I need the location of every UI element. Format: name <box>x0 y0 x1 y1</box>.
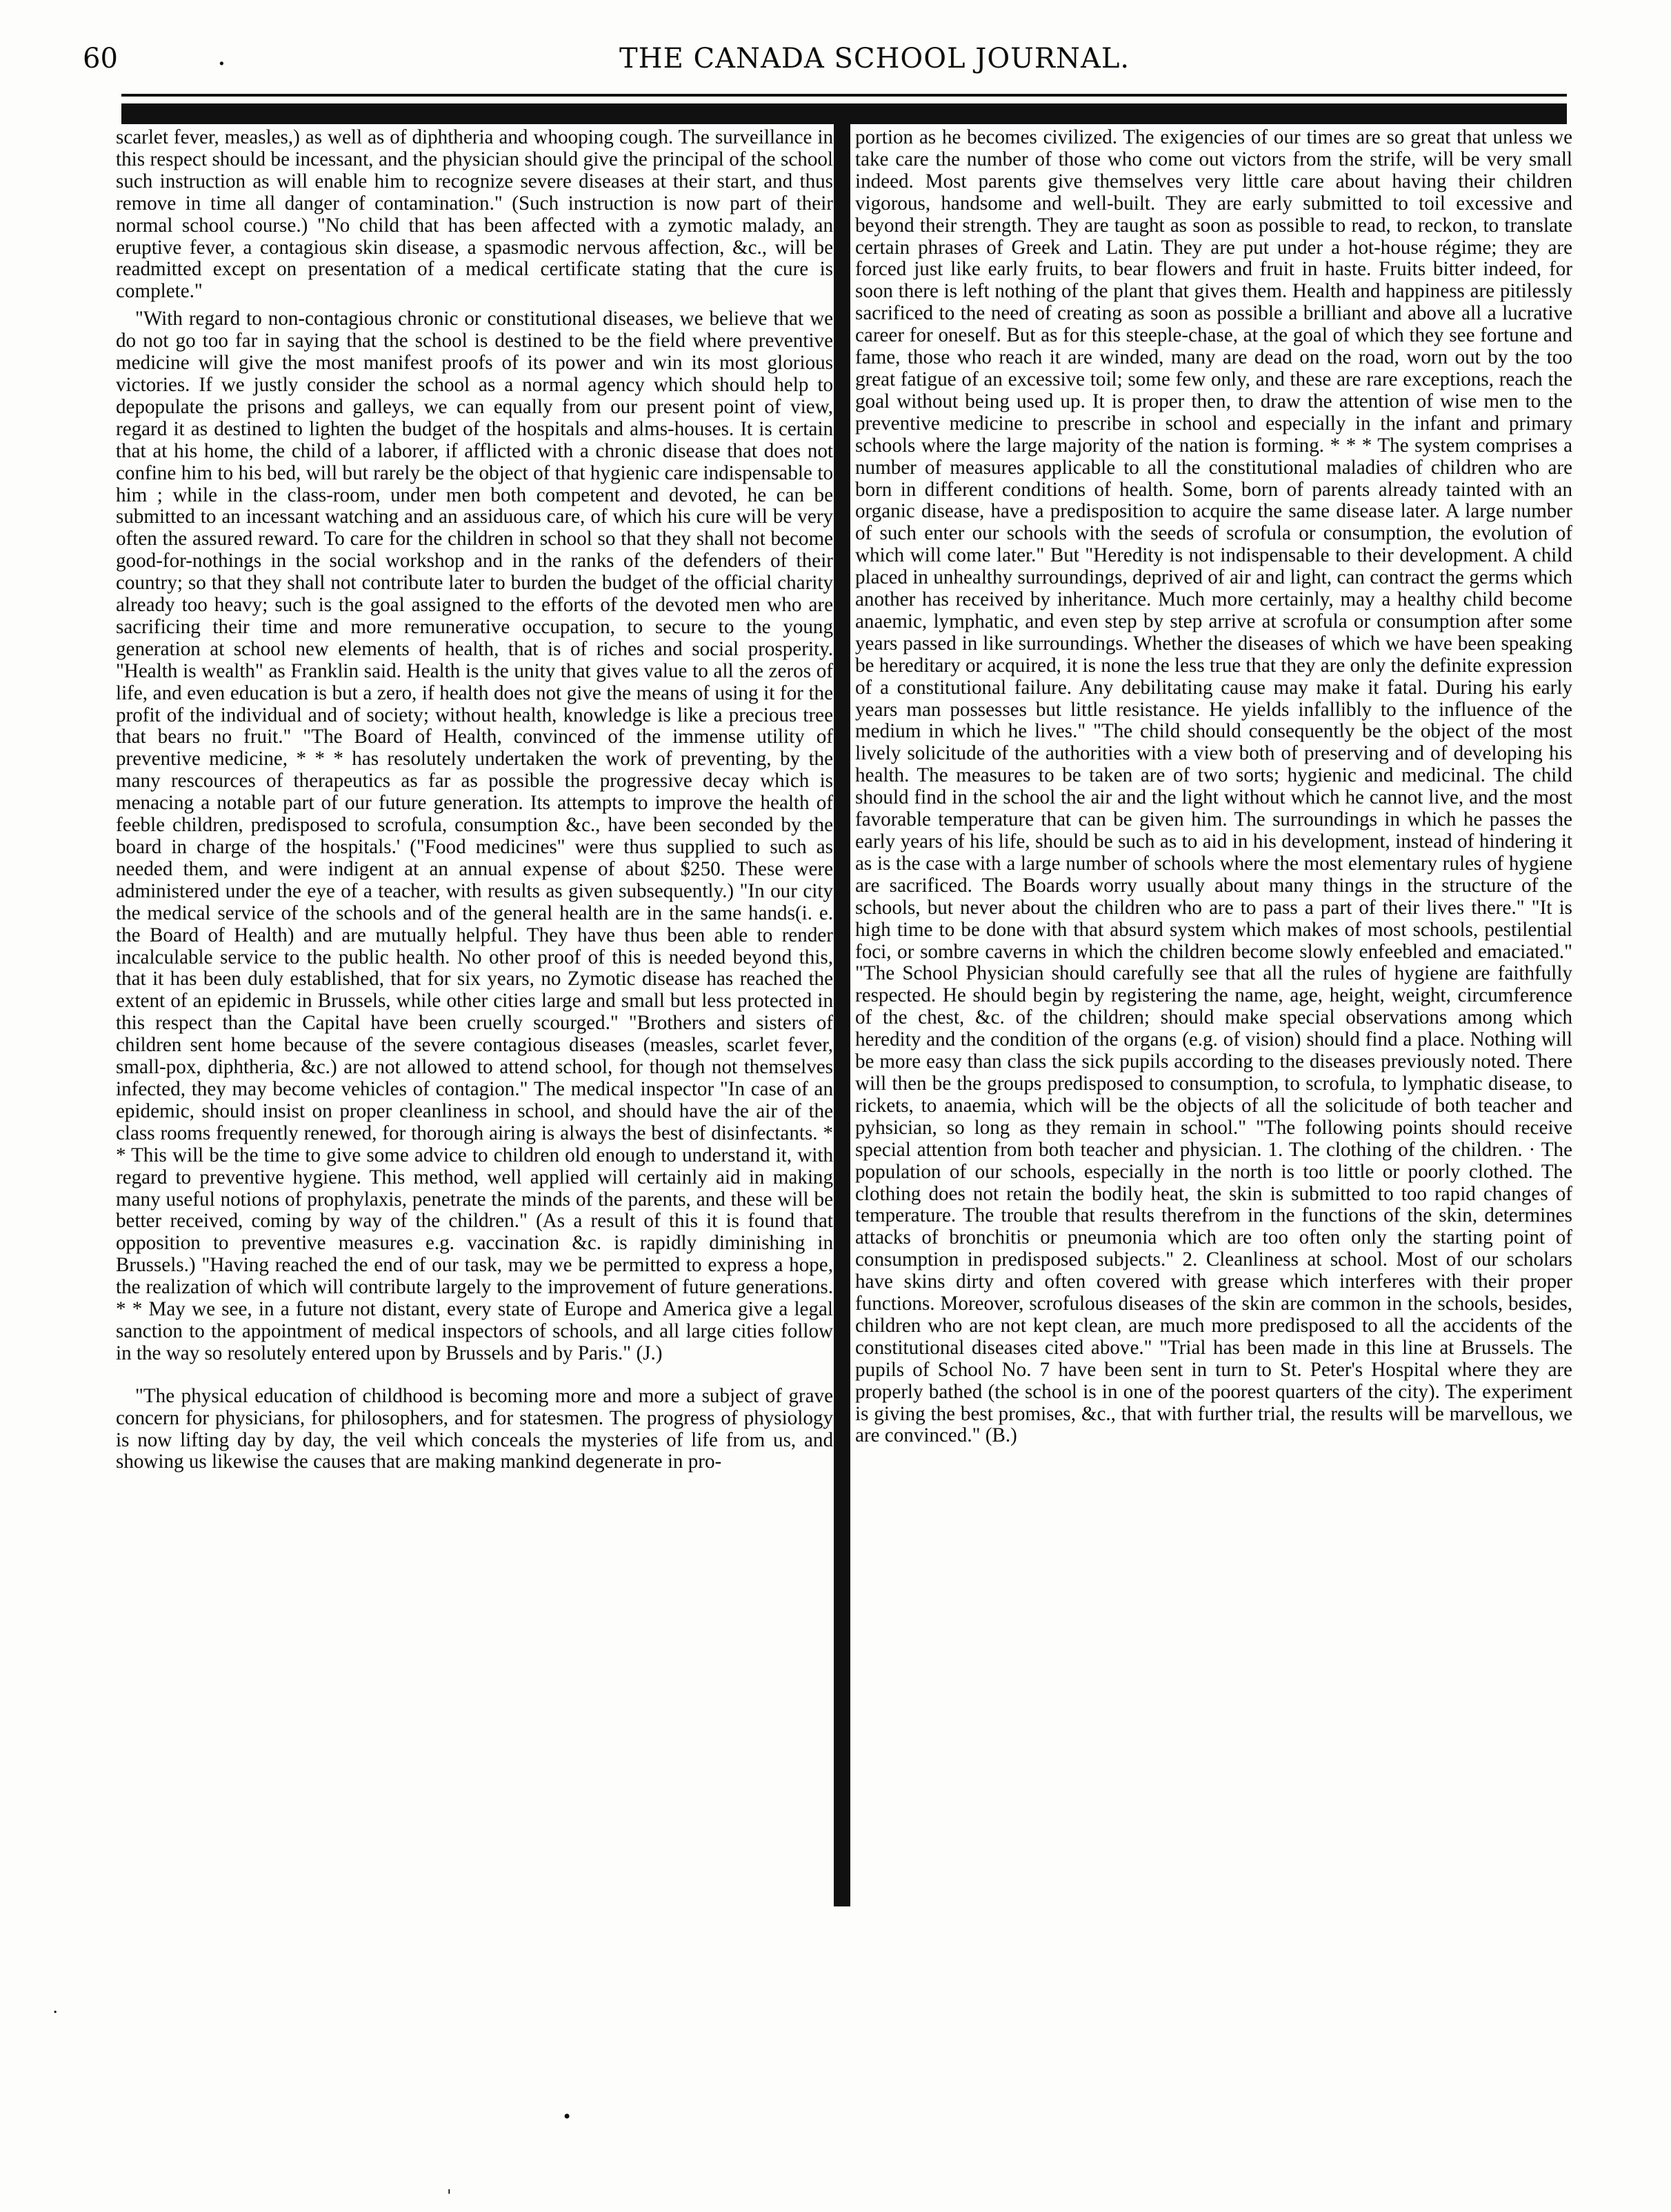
header-rule <box>121 103 1567 124</box>
left-column <box>116 127 833 1906</box>
paragraph: "The physical education of childhood is becoming more and more a subject of grave concern for physicians, for philosophers, and for statesmen. The progress of physiology is now lifting day by day, the veil which conceals the mysteries of life from us, and showing us likewise the causes that are making mankind degenerate in pro- <box>116 1384 833 1473</box>
column-divider <box>834 123 850 1906</box>
running-title: THE CANADA SCHOOL JOURNAL. <box>619 43 1130 74</box>
bottom-tick: ' <box>447 2186 452 2206</box>
paragraph: portion as he becomes civilized. The exigencies of our times are so great that unless we take care the number of those who come out victors from the strife, will be very small indeed. Most parents give themselves very little care about having their children vigorous, handsome and well-built. They are early submitted to toil excessive and beyond their strength. They are taught as soon as possible to read, to reckon, to translate certain phrases of Greek and Latin. They are put under a hot-house régime; they are forced just like early fruits, to bear flowers and fruit in haste. Fruits bitter indeed, for soon there is left nothing of the plant that gives them. Health and happiness are pitilessly sacrificed to the need of creating as soon as possible a brilliant and above all a lucrative career for oneself. But as for this steeple-chase, at the goal of which they see fortune and fame, those who reach it are winded, many are dead on the road, worn out by the too great fatigue of an excessive toil; some few only, and these are rare exceptions, reach the goal without being used up. It is proper then, to draw the attention of wise men to the preventive medicine to prescribe in school and especially in the infant and primary schools where the large majority of the nation is forming. * * * The system comprises a number of measures applicable to all the constitutional maladies of children who are born in different conditions of health. Some, born of parents already tainted with an organic disease, have a predisposition to acquire the same disease later. A large number of such enter our schools with the seeds of scrofula or consumption, the evolution of which will come later." But "Heredity is not indispensable to their development. A child placed in unhealthy surroundings, deprived of air and light, can contract the germs which another has received by inheritance. Much more certainly, may a healthy child become anaemic, lymphatic, and even step by step arrive at scrofula or consumption after some years passed in like surroundings. Whether the diseases of which we have been speaking be hereditary or acquired, it is none the less true that they are only the definite expression of a constitutional failure. Any debilitating cause may make it fatal. During his early years man possesses but little resistance. He yields infallibly to the influence of the medium in which he lives." "The child should consequently be the object of the most lively solicitude of the authorities with a view both of preserving and of developing his health. The measures to be taken are of two sorts; hygienic and medicinal. The child should find in the school the air and the light without which he cannot live, and the most favorable temperature that can be given him. The surroundings in which he passes the early years of his life, should be such as to aid in his development, instead of hindering it as is the case with a large number of schools where the most elementary rules of hygiene are sacrificed. The Boards worry usually about many things in the structure of the schools, but never about the children who are to pass a part of their lives there." "It is high time to be done with that absurd system which makes of most schools, pestilential foci, or sombre caverns in which the children become slowly enfeebled and emaciated." "The School Physician should carefully see that all the rules of hygiene are faithfully respected. He should begin by registering the name, age, height, weight, circumference of the chest, &c. of the children; should make special observations among which heredity and the condition of the organs (e.g. of vision) should find a place. Nothing will be more easy than class the sick pupils according to the diseases previously noted. There will then be the groups predisposed to consumption, to scrofula, to lymphatic disease, to rickets, to anaemia, which will be the objects of all the solicitude of both teacher and pyhsician, so long as they remain in school." "The following points should receive special attention from both teacher and physician. 1. The clothing of the children. · The population of our schools, especially in the north is too little or poorly clothed. The clothing does not retain the bodily heat, the skin is submitted to too rapid changes of temperature. The trouble that results therefrom in the functions of the skin, determines attacks of bronchitis or pneumonia which are too often only the starting point of consumption in predisposed subjects." 2. Cleanliness at school. Most of our scholars have skins dirty and often covered with grease which interferes with their proper functions. Moreover, scrofulous diseases of the skin are common in the schools, besides, children who are not kept clean, are much more predisposed to all the accidents of the constitutional diseases cited above." "Trial has been made in this line at Brussels. The pupils of School No. 7 have been sent in turn to St. Peter's Hospital where they are properly bathed (the school is in one of the poorest quarters of the city). The experiment is giving the best promises, &c., that with further trial, the results will be marvellous, we are convinced." (B.) <box>855 127 1572 1447</box>
page-number: 60 <box>83 43 118 74</box>
header-rule-thin <box>121 94 1567 97</box>
bottom-mark: • <box>562 2107 572 2126</box>
right-column <box>855 127 1572 1906</box>
paragraph: scarlet fever, measles,) as well as of diphtheria and whooping cough. The surveillance in this respect should be incessant, and the physician should give the principal of the school such instruction as will enable him to recognize severe diseases at their start, and thus remove in time all danger of contamination." (Such instruction is now part of their normal school course.) "No child that has been affected with a zymotic malady, an eruptive fever, a contagious skin disease, a spasmodic nervous affection, &c., will be readmitted except on presentation of a medical certificate stating that the cure is complete." <box>116 127 833 303</box>
header-separator: . <box>217 40 226 72</box>
margin-mark: . <box>52 1997 59 2017</box>
paragraph: "With regard to non-contagious chronic or constitutional diseases, we believe that we do not go too far in saying that the school is destined to be the field where preventive medicine will give the most manifest proofs of its power and win its most glorious victories. If we justly consider the school as a normal agency which should help to depopulate the prisons and galleys, we can equally from our present point of view, regard it as destined to lighten the budget of the hospitals and alms-houses. It is certain that at his home, the child of a laborer, if afflicted with a chronic disease that does not confine him to his bed, will but rarely be the object of that hygienic care indispensable to him ; while in the class-room, under men both competent and devoted, he can be submitted to an incessant watching and an assiduous care, of which his cure will be very often the assured reward. To care for the children in school so that they shall not become good-for-nothings in the social workshop and in the ranks of the defenders of their country; so that they shall not contribute later to burden the budget of the official charity already too heavy; such is the goal assigned to the efforts of the devoted men who are sacrificing their time and more remunerative occupation, to secure to the young generation at school new elements of health, that is of riches and social prosperity. "Health is wealth" as Franklin said. Health is the unity that gives value to all the zeros of life, and even education is but a zero, if health does not give the means of using it for the profit of the individual and of society; without health, knowledge is like a precious tree that bears no fruit." "The Board of Health, convinced of the immense utility of preventive medicine, * * * has resolutely undertaken the work of preventing, by the many rescources of therapeutics as far as possible the progressive decay which is menacing a notable part of our future generation. Its attempts to improve the health of feeble children, predisposed to scrofula, consumption &c., have been seconded by the board in charge of the hospitals.' ("Food medicines" were thus supplied to such as needed them, and were indigent at an annual expense of about $250. These were administered under the eye of a teacher, with results as given subsequently.) "In our city the medical service of the schools and of the general health are in the same hands(i. e. the Board of Health) and are mutually helpful. They have thus been able to render incalculable service to the public health. No other proof of this is needed beyond this, that it has been duly established, that for six years, no Zymotic disease has reached the extent of an epidemic in Brussels, while other cities large and small but less protected in this respect than the Capital have been cruelly scourged." "Brothers and sisters of children sent home because of the severe contagious diseases (measles, scarlet fever, small-pox, diphtheria, &c.) are not allowed to attend school, for though not themselves infected, they may become vehicles of contagion." The medical inspector "In case of an epidemic, should insist on proper cleanliness in school, and should have the air of the class rooms frequently renewed, for thorough airing is always the best of disinfectants. * * This will be the time to give some advice to children old enough to understand it, with regard to preventive hygiene. This method, well applied will certainly aid in making many useful notions of prophylaxis, penetrate the minds of the parents, and these will be better received, coming by way of the children." (As a result of this it is found that opposition to preventive measures e.g. vaccination &c. is rapidly diminishing in Brussels.) "Having reached the end of our task, may we be permitted to express a hope, the realization of which will contribute largely to the improvement of future generations. * * May we see, in a future not distant, every state of Europe and America give a legal sanction to the appointment of medical inspectors of schools, and all large cities follow in the way so resolutely entered upon by Brussels and by Paris." (J.) <box>116 308 833 1364</box>
